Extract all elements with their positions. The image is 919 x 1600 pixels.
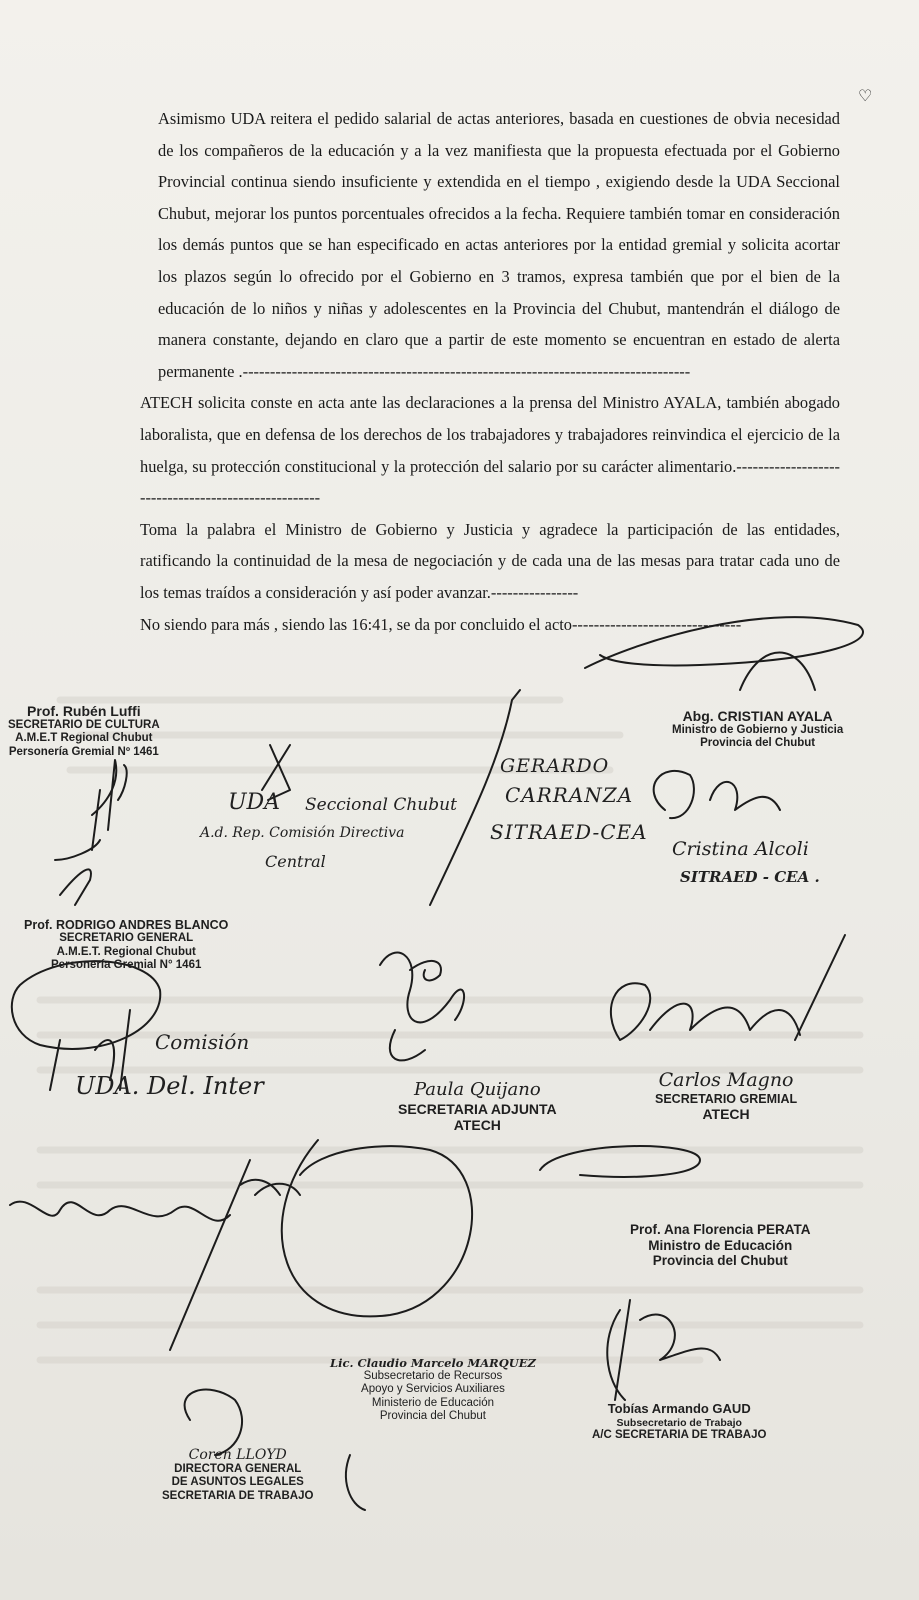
- corner-mark: ♡: [858, 86, 873, 105]
- bottom-left-signature: [10, 1202, 230, 1221]
- stamp-marquez: Lic. Claudio Marcelo MARQUEZ Subsecretario de Recursos Apoyo y Servicios Auxiliares Ministerio de Educación Provincia del Chubut: [330, 1356, 536, 1422]
- carranza-handwriting-1: GERARDO: [500, 755, 610, 777]
- uda-handwriting-3: A.d. Rep. Comisión Directiva: [200, 825, 405, 841]
- paragraph-closing: No siendo para más , siendo las 16:41, se da por concluido el acto-------------------------------: [140, 614, 742, 634]
- paragraph-atech: ATECH solicita conste en acta ante las declaraciones a la prensa del Ministro AYALA, también abogado laboralista, que en defensa de los derechos de los trabajadores y trabajadores reinvindica el ejercicio de la huelga, su protección constitucional y la protección del salario por su carácter alimentario.----------------------------------------------------: [140, 393, 840, 508]
- cristina-signature: [654, 771, 780, 818]
- luffi-signature: [92, 760, 127, 850]
- stamp-blanco: Prof. RODRIGO ANDRES BLANCO SECRETARIO GENERAL A.M.E.T. Regional Chubut Personería Gremial N° 1461: [24, 918, 229, 971]
- marquez-stroke: [170, 1160, 250, 1350]
- minutes-body: [140, 103, 840, 640]
- stamp-luffi: Prof. Rubén Luffi SECRETARIO DE CULTURA A.M.E.T Regional Chubut Personería Gremial Nº 1461: [8, 703, 160, 758]
- marquez-initials: [240, 1180, 300, 1195]
- carranza-handwriting-2: CARRANZA: [505, 783, 634, 807]
- paragraph-uda: Asimismo UDA reitera el pedido salarial de actas anteriores, basada en cuestiones de obvia necesidad de los compañeros de la educación y a la vez manifiesta que la propuesta efectuada por el Gobierno Provincial continua siendo insuficiente y extendida en el tiempo , exigiendo desde la UDA Seccional Chubut, mejorar los puntos porcentuales ofrecidos a la fecha. Requiere también tomar en consideración los demás puntos que se han especificado en actas anteriores por la entidad gremial y solicita acortar los plazos según lo ofrecido por el Gobierno en 3 tramos, expresa también que por el bien de la educación de lo niños y niñas y adolescentes en la Provincia del Chubut, mantendrán el diálogo de manera constante, dejando en claro que a partir de este momento se encuentran en estado de alerta permanente .----------------------------------------------------------------------------------: [158, 109, 840, 381]
- carranza-handwriting-3: SITRAED-CEA: [490, 820, 648, 844]
- uda-handwriting-1: UDA: [228, 790, 281, 815]
- stamp-lloyd: Coren LLOYD DIRECTORA GENERAL DE ASUNTOS LEGALES SECRETARIA DE TRABAJO: [162, 1447, 314, 1502]
- magno-signature: [611, 983, 800, 1040]
- quijano-loop: [410, 961, 441, 981]
- uda2-loop: [12, 961, 160, 1049]
- stamp-perata: Prof. Ana Florencia PERATA Ministro de Educación Provincia del Chubut: [630, 1222, 811, 1269]
- lloyd-signature: [185, 1390, 242, 1455]
- magno-tail: [795, 935, 845, 1040]
- lloyd-stroke: [346, 1455, 365, 1510]
- uda-handwriting-4: Central: [265, 852, 326, 871]
- stamp-magno: Carlos Magno SECRETARIO GREMIAL ATECH: [655, 1069, 798, 1123]
- cristina-handwriting-2: SITRAED - CEA .: [680, 868, 820, 886]
- ayala-signature: [740, 653, 815, 691]
- gaud-signature: [607, 1300, 720, 1400]
- uda2-handwriting-1: Comisión: [155, 1030, 250, 1054]
- perata-loop: [540, 1146, 700, 1177]
- cristina-handwriting-1: Cristina Alcoli: [672, 838, 809, 860]
- stamp-quijano: Paula Quijano SECRETARIA ADJUNTA ATECH: [398, 1079, 557, 1133]
- quijano-signature: [380, 953, 464, 1061]
- stamp-ayala: Abg. CRISTIAN AYALA Ministro de Gobierno y Justicia Provincia del Chubut: [672, 708, 844, 750]
- uda-handwriting-2: Seccional Chubut: [305, 795, 457, 815]
- stamp-gaud: Tobías Armando GAUD Subsecretario de Trabajo A/C SECRETARIA DE TRABAJO: [592, 1401, 767, 1441]
- marquez-loop: [282, 1140, 472, 1316]
- blanco-signature: [55, 840, 100, 905]
- paragraph-minister: Toma la palabra el Ministro de Gobierno y Justicia y agradece la participación de las entidades, ratificando la continuidad de la mesa de negociación y de cada una de las mesas para tratar cada uno de los temas traídos a consideración y así poder avanzar.----------------: [140, 519, 840, 602]
- uda2-handwriting-2: UDA. Del. Inter: [75, 1072, 264, 1100]
